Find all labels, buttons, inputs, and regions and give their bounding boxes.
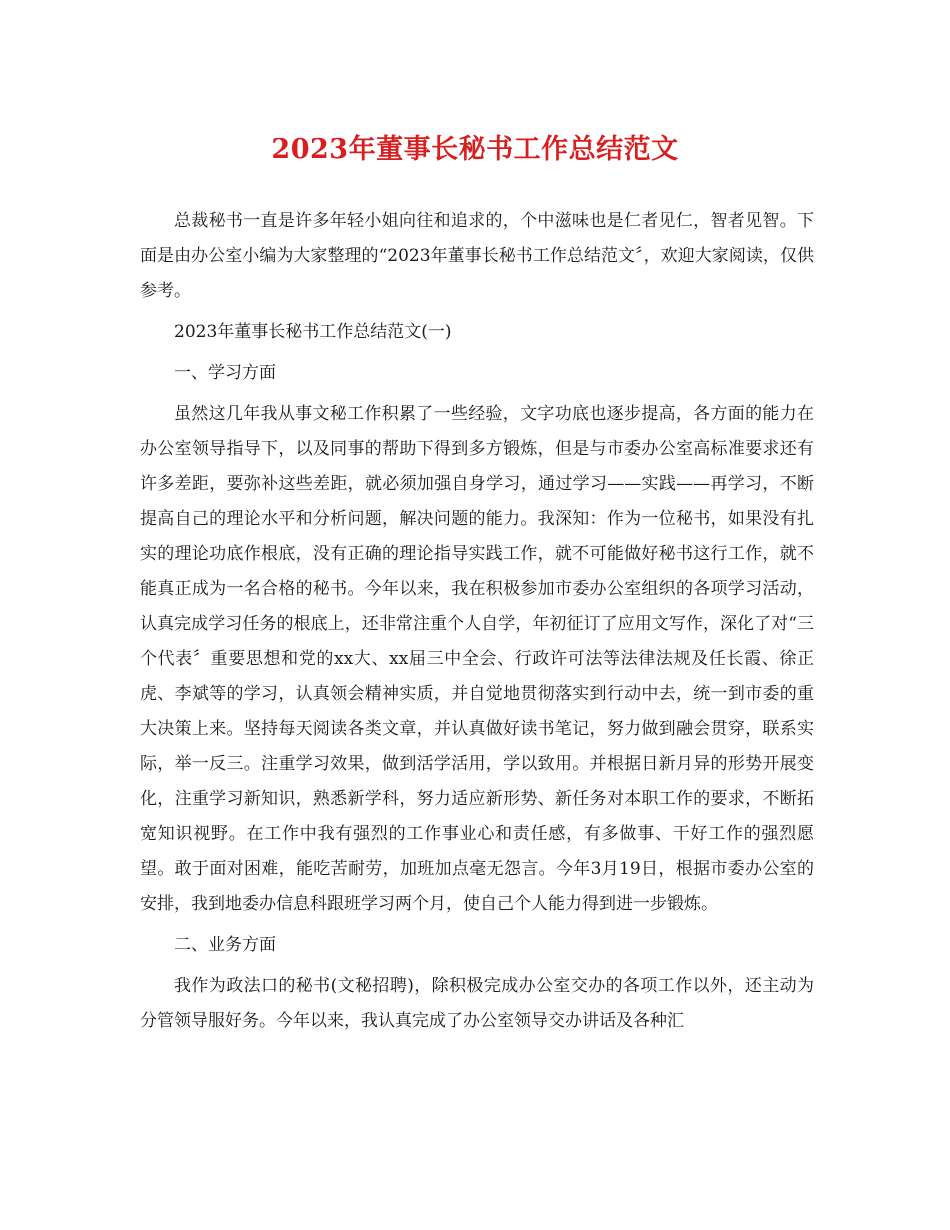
subsection-heading-business: 二、业务方面: [174, 935, 276, 955]
subsection-heading-study: 一、学习方面: [174, 363, 276, 383]
section-heading: 2023年董事长秘书工作总结范文(一): [174, 322, 452, 342]
document-body: [140, 204, 814, 1045]
document-title: 2023年董事长秘书工作总结范文: [271, 134, 679, 165]
study-paragraph: 虽然这几年我从事文秘工作积累了一些经验，文字功底也逐步提高，各方面的能力在办公室领导指导下，以及同事的帮助下得到多方锻炼，但是与市委办公室高标准要求还有许多差距，要弥补这些差距，就必须加强自身学习，通过学习——实践——再学习，不断提高自己的理论水平和分析问题，解决问题的能力。我深知：作为一位秘书，如果没有扎实的理论功底作根底，没有正确的理论指导实践工作，就不可能做好秘书这行工作，就不能真正成为一名合格的秘书。今年以来，我在积极参加市委办公室组织的各项学习活动，认真完成学习任务的根底上，还非常注重个人自学，年初征订了应用文写作，深化了对“三个代表〞重要思想和党的xx大、xx届三中全会、行政许可法等法律法规及任长霞、徐正虎、李斌等的学习，认真领会精神实质，并自觉地贯彻落实到行动中去，统一到市委的重大决策上来。坚持每天阅读各类文章，并认真做好读书笔记，努力做到融会贯穿，联系实际，举一反三。注重学习效果，做到活学活用，学以致用。并根据日新月异的形势开展变化，注重学习新知识，熟悉新学科，努力适应新形势、新任务对本职工作的要求，不断拓宽知识视野。在工作中我有强烈的工作事业心和责任感，有多做事、干好工作的强烈愿望。敢于面对困难，能吃苦耐劳，加班加点毫无怨言。今年3月19日，根据市委办公室的安排，我到地委办信息科跟班学习两个月，使自己个人能力得到进一步锻炼。: [140, 404, 814, 914]
business-paragraph: 我作为政法口的秘书(文秘招聘)，除积极完成办公室交办的各项工作以外，还主动为分管领导服好务。今年以来，我认真完成了办公室领导交办讲话及各种汇: [140, 976, 814, 1031]
intro-paragraph: 总裁秘书一直是许多年轻小姐向往和追求的，个中滋味也是仁者见仁，智者见智。下面是由办公室小编为大家整理的“2023年董事长秘书工作总结范文〞，欢迎大家阅读，仅供参考。: [140, 211, 814, 301]
